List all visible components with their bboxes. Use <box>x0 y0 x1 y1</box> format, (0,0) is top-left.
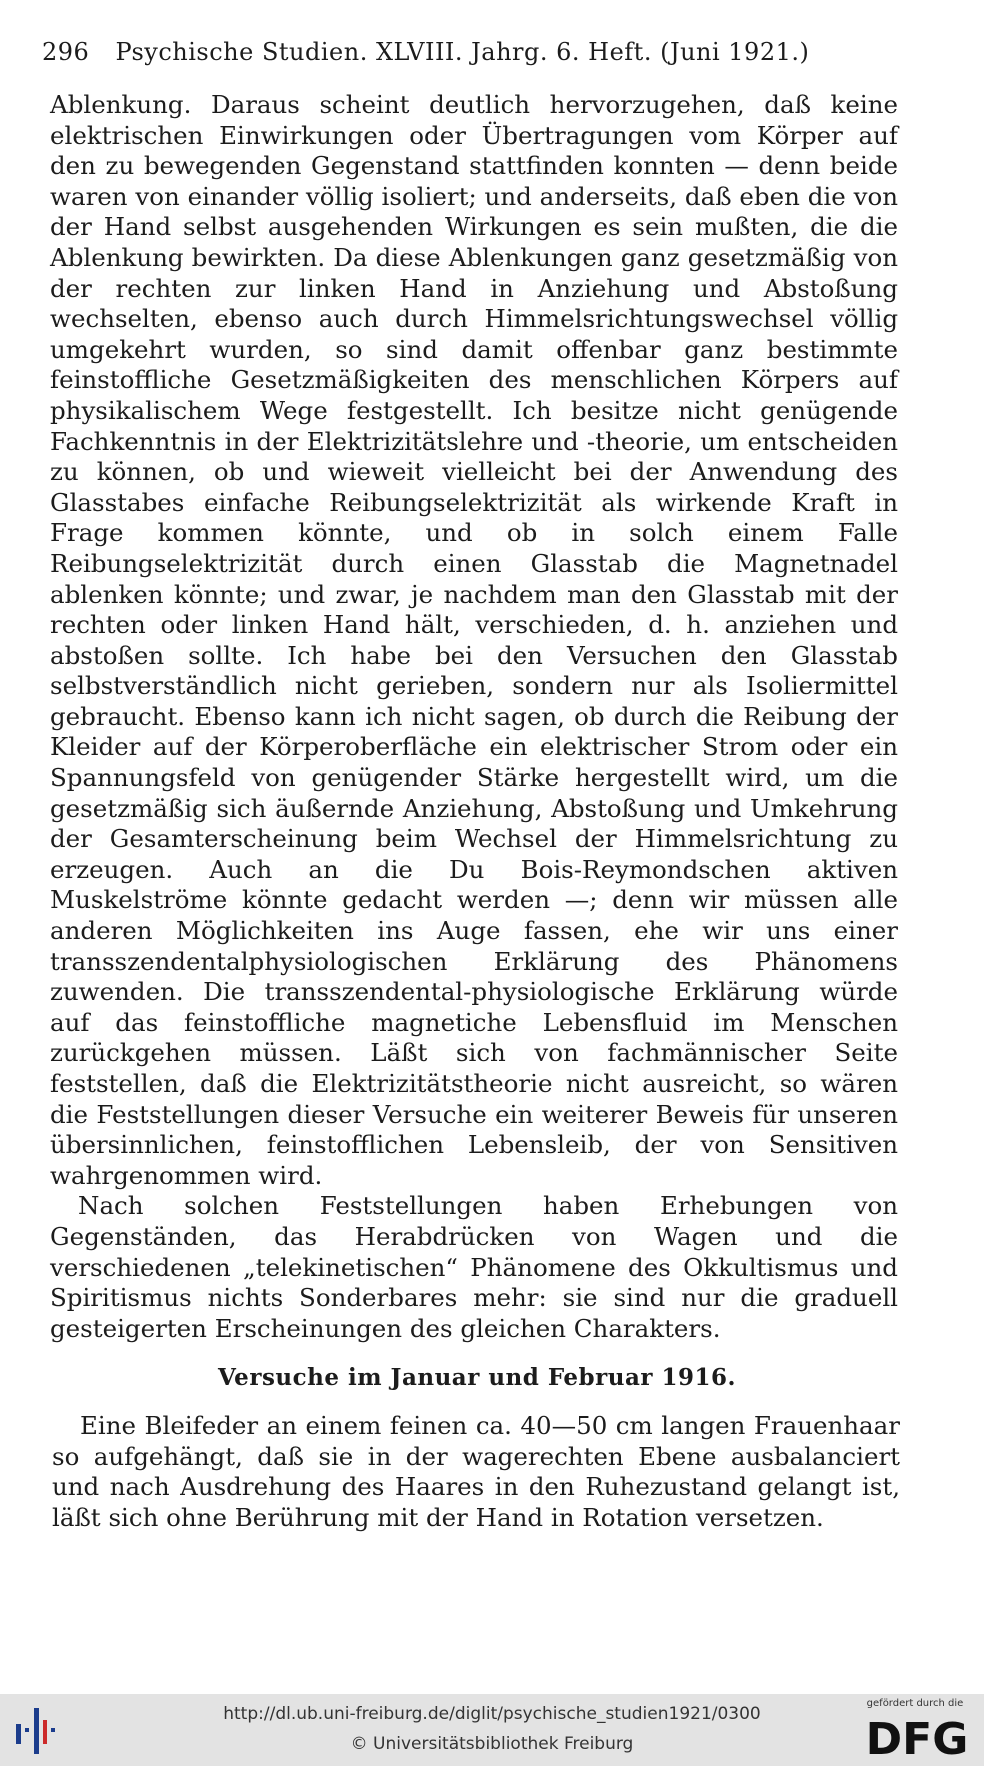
section-text <box>52 1411 900 1533</box>
dfg-logo-text: DFG <box>865 1714 969 1760</box>
section-heading: Versuche im Januar und Februar 1916. <box>217 1364 737 1391</box>
dfg-tagline: gefördert durch die <box>866 1698 964 1709</box>
running-head <box>42 38 822 66</box>
page-url-link[interactable]: http://dl.ub.uni-freiburg.de/diglit/psychische_studien1921/0300 <box>223 1704 761 1724</box>
dfg-logo-icon <box>864 1712 970 1760</box>
page-number: 296 <box>42 38 90 66</box>
section-paragraph: Eine Bleifeder an einem feinen ca. 40—50 cm langen Frauenhaar so aufgehängt, daß sie in der wagerechten Ebene ausbalanciert und nach Ausdrehung des Haares in den Ruhezustand gelangt ist, läßt sich ohne Berührung mit der Hand in Rotation versetzen. <box>52 1411 900 1532</box>
paragraph-continuation: Ablenkung. Daraus scheint deutlich hervorzugehen, daß keine elektrischen Einwirkungen oder Übertragungen vom Körper auf den zu bewegenden Gegenstand stattfinden konnten — denn beide waren von einander völlig isoliert; und anderseits, daß eben die von der Hand selbst ausgehenden Wirkungen es sein mußten, die die Ablenkung bewirkten. Da diese Ablenkungen ganz gesetzmäßig von der rechten zur linken Hand in Anziehung und Abstoßung wechselten, ebenso auch durch Himmelsrichtungswechsel völlig umgekehrt wurden, so sind damit offenbar ganz bestimmte feinstoffliche Gesetzmäßigkeiten des menschlichen Körpers auf physikalischem Wege festgestellt. Ich besitze nicht genügende Fachkenntnis in der Elektrizitätslehre und -theorie, um entscheiden zu können, ob und wieweit vielleicht bei der Anwendung des Glasstabes einfache Reibungselektrizität als wirkende Kraft in Frage kommen könnte, und ob in solch einem Falle Reibungselektrizität durch einen Glasstab die Magnetnadel ablenken könnte; und zwar, je nachdem man den Glasstab mit der rechten oder linken Hand hält, verschieden, d. h. anziehen und abstoßen sollte. Ich habe bei den Versuchen den Glasstab selbstverständlich nicht gerieben, sondern nur als Isoliermittel gebraucht. Ebenso kann ich nicht sagen, ob durch die Reibung der Kleider auf der Körperoberfläche ein elektrischer Strom oder ein Spannungsfeld von genügender Stärke hergestellt wird, um die gesetzmäßig sich äußernde Anziehung, Abstoßung und Umkehrung der Gesamterscheinung beim Wechsel der Himmelsrichtung zu erzeugen. Auch an die Du Bois-Reymondschen aktiven Muskelströme könnte gedacht werden —; denn wir müssen alle anderen Möglichkeiten ins Auge fassen, ehe wir uns einer transszendentalphysiologischen Erklärung des Phänomens zuwenden. Die transszendental-physiologische Erklärung würde auf das feinstoffliche magnetiche Lebensfluid im Menschen zurückgehen müssen. Läßt sich von fachmännischer Seite feststellen, daß die Elektrizitätstheorie nicht ausreicht, so wären die Feststellungen dieser Versuche ein weiterer Beweis für unseren übersinnlichen, feinstofflichen Lebensleib, der von Sensitiven wahrgenommen wird. <box>50 90 898 1190</box>
paragraph-telekinesis: Nach solchen Feststellungen haben Erhebungen von Gegenständen, das Herabdrücken von Wagen und die verschiedenen „telekinetischen“ Phänomene des Okkultismus und Spiritismus nichts Sonderbares mehr: sie sind nur die graduell gesteigerten Erscheinungen des gleichen Charakters. <box>50 1191 898 1343</box>
viewer-footer <box>0 1694 984 1766</box>
copyright-notice: © Universitätsbibliothek Freiburg <box>350 1734 634 1754</box>
body-text <box>50 90 898 1344</box>
running-title: Psychische Studien. XLVIII. Jahrg. 6. Heft. (Juni 1921.) <box>115 38 810 66</box>
